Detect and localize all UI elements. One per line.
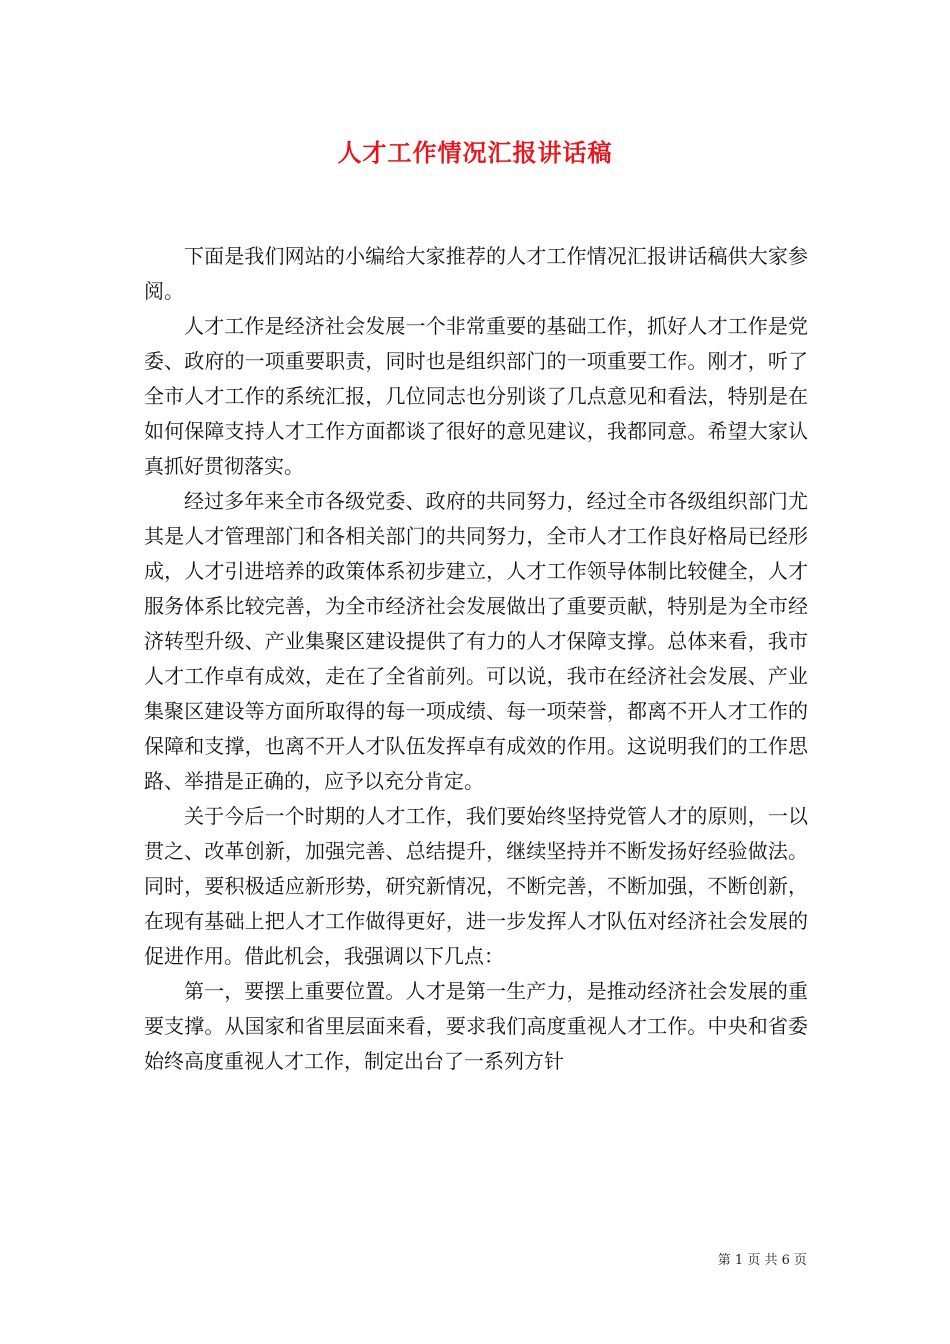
paragraph-4: 第一，要摆上重要位置。人才是第一生产力，是推动经济社会发展的重要支撑。从国家和省里层面来看，要求我们高度重视人才工作。中央和省委始终高度重视人才工作，制定出台了一系列方针 [144, 979, 808, 1073]
paragraph-intro: 下面是我们网站的小编给大家推荐的人才工作情况汇报讲话稿供大家参阅。 [144, 244, 808, 303]
paragraph-1: 人才工作是经济社会发展一个非常重要的基础工作，抓好人才工作是党委、政府的一项重要职责，同时也是组织部门的一项重要工作。刚才，听了全市人才工作的系统汇报，几位同志也分别谈了几点意见和看法，特别是在如何保障支持人才工作方面都谈了很好的意见建议，我都同意。希望大家认真抓好贯彻落实。 [144, 314, 808, 478]
paragraph-3: 关于今后一个时期的人才工作，我们要始终坚持党管人才的原则，一以贯之、改革创新，加强完善、总结提升，继续坚持并不断发扬好经验做法。同时，要积极适应新形势，研究新情况，不断完善，不断加强，不断创新，在现有基础上把人才工作做得更好，进一步发挥人才队伍对经济社会发展的促进作用。借此机会，我强调以下几点： [144, 804, 808, 968]
page-number: 第 1 页 共 6 页 [717, 1253, 807, 1268]
paragraph-2: 经过多年来全市各级党委、政府的共同努力，经过全市各级组织部门尤其是人才管理部门和各相关部门的共同努力，全市人才工作良好格局已经形成，人才引进培养的政策体系初步建立，人才工作领导体制比较健全，人才服务体系比较完善，为全市经济社会发展做出了重要贡献，特别是为全市经济转型升级、产业集聚区建设提供了有力的人才保障支撑。总体来看，我市人才工作卓有成效，走在了全省前列。可以说，我市在经济社会发展、产业集聚区建设等方面所取得的每一项成绩、每一项荣誉，都离不开人才工作的保障和支撑，也离不开人才队伍发挥卓有成效的作用。这说明我们的工作思路、举措是正确的，应予以充分肯定。 [144, 489, 808, 793]
document-body [144, 239, 808, 1079]
document-title: 人才工作情况汇报讲话稿 [337, 138, 613, 167]
